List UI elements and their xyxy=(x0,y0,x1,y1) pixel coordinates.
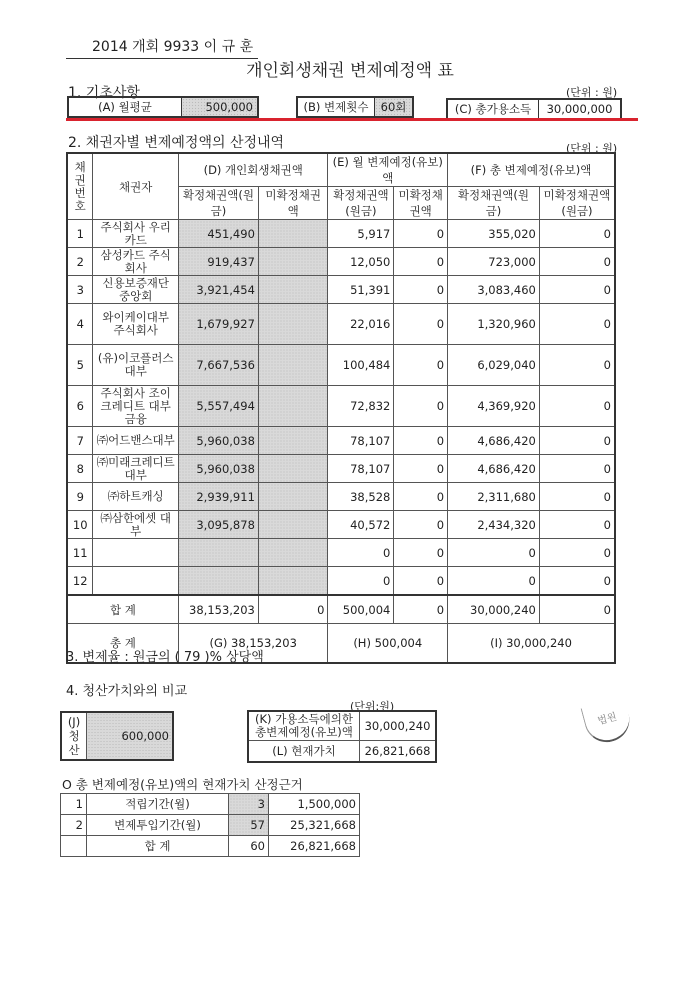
table-row xyxy=(67,567,615,596)
cell-e1: 78,107 xyxy=(328,455,394,483)
table-row xyxy=(67,304,615,345)
cell-d2 xyxy=(258,427,328,455)
cell-f1: 4,686,420 xyxy=(448,455,540,483)
section4-unit: (단위:원) xyxy=(350,700,395,713)
pv-no xyxy=(61,836,87,857)
cell-d1 xyxy=(178,539,258,567)
cell-e1: 22,016 xyxy=(328,304,394,345)
cell-d2 xyxy=(258,567,328,596)
cell-d1: 3,921,454 xyxy=(178,276,258,304)
cell-f2: 0 xyxy=(539,345,615,386)
B-value: 60회 xyxy=(375,98,412,116)
J-box xyxy=(60,711,174,761)
K-L-box xyxy=(247,710,437,763)
cell-f2: 0 xyxy=(539,511,615,539)
cell-e1: 78,107 xyxy=(328,427,394,455)
B-label: (B) 변제횟수 xyxy=(298,98,375,116)
cell-name: 신용보증재단 중앙회 xyxy=(93,276,179,304)
cell-name: ㈜어드밴스대부 xyxy=(93,427,179,455)
J-value: 600,000 xyxy=(87,712,174,760)
L-value: 26,821,668 xyxy=(360,741,437,763)
pv-months: 57 xyxy=(229,815,269,836)
cell-name: 삼성카드 주식회사 xyxy=(93,248,179,276)
pv-label: 적립기간(월) xyxy=(87,794,229,815)
pv-no: 1 xyxy=(61,794,87,815)
table-row xyxy=(67,427,615,455)
cell-no: 3 xyxy=(67,276,93,304)
cell-name: ㈜삼한에셋 대부 xyxy=(93,511,179,539)
pv-label: 합 계 xyxy=(87,836,229,857)
cell-f1: 723,000 xyxy=(448,248,540,276)
table-row xyxy=(67,539,615,567)
cell-f1: 0 xyxy=(448,567,540,596)
cell-e2: 0 xyxy=(394,276,448,304)
sum-e1: 500,004 xyxy=(328,595,394,624)
col-D2: 미확정채권액 xyxy=(258,187,328,220)
cell-e2: 0 xyxy=(394,248,448,276)
cell-d1 xyxy=(178,567,258,596)
section5-heading: O 총 변제예정(유보)액의 현재가치 산정근거 xyxy=(62,777,303,792)
C-label: (C) 총가용소득 xyxy=(448,100,539,118)
cell-f1: 0 xyxy=(448,539,540,567)
section2-heading: 2. 채권자별 변제예정액의 산정내역 xyxy=(68,135,285,151)
col-creditor: 채권자 xyxy=(93,153,179,220)
cell-d1: 5,960,038 xyxy=(178,455,258,483)
pv-months: 60 xyxy=(229,836,269,857)
sum-f2: 0 xyxy=(539,595,615,624)
cell-e2: 0 xyxy=(394,511,448,539)
cell-e2: 0 xyxy=(394,483,448,511)
col-E2: 미확정채권액 xyxy=(394,187,448,220)
cell-e1: 12,050 xyxy=(328,248,394,276)
document-title: 개인회생채권 변제예정액 표 xyxy=(246,61,454,81)
cell-e2: 0 xyxy=(394,220,448,248)
K-label: (K) 가용소득에의한 총변제예정(유보)액 xyxy=(248,711,360,741)
box-B xyxy=(296,96,414,118)
box-A xyxy=(67,96,259,118)
section4-heading: 4. 청산가치와의 비교 xyxy=(66,684,188,699)
cell-no: 4 xyxy=(67,304,93,345)
sum-label: 합 계 xyxy=(67,595,178,624)
sum-f1: 30,000,240 xyxy=(448,595,540,624)
col-E1: 확정채권액(원금) xyxy=(328,187,394,220)
col-F1: 확정채권액(원금) xyxy=(448,187,540,220)
table-row xyxy=(67,276,615,304)
total-G: (G) 38,153,203 xyxy=(178,624,328,664)
cell-d2 xyxy=(258,483,328,511)
box-C xyxy=(446,98,622,120)
cell-f1: 4,369,920 xyxy=(448,386,540,427)
cell-d1: 5,557,494 xyxy=(178,386,258,427)
cell-no: 1 xyxy=(67,220,93,248)
table-row xyxy=(67,248,615,276)
cell-d2 xyxy=(258,511,328,539)
cell-no: 8 xyxy=(67,455,93,483)
col-no: 채권번호 xyxy=(67,153,93,220)
cell-f2: 0 xyxy=(539,248,615,276)
cell-d2 xyxy=(258,345,328,386)
col-F2: 미확정채권액(원금) xyxy=(539,187,615,220)
cell-f1: 2,311,680 xyxy=(448,483,540,511)
cell-d2 xyxy=(258,539,328,567)
pv-label: 변제투입기간(월) xyxy=(87,815,229,836)
cell-d2 xyxy=(258,248,328,276)
section1-heading: 1. 기초사항 xyxy=(68,85,140,101)
cell-f1: 1,320,960 xyxy=(448,304,540,345)
sum-d2: 0 xyxy=(258,595,328,624)
col-D: (D) 개인회생채권액 xyxy=(178,153,328,187)
pv-row xyxy=(61,815,360,836)
sum-row xyxy=(67,595,615,624)
sum-d1: 38,153,203 xyxy=(178,595,258,624)
cell-name: (유)이코플러스 대부 xyxy=(93,345,179,386)
cell-d2 xyxy=(258,455,328,483)
cell-d1: 5,960,038 xyxy=(178,427,258,455)
table-row xyxy=(67,345,615,386)
cell-name: 와이케이대부 주식회사 xyxy=(93,304,179,345)
cell-e2: 0 xyxy=(394,455,448,483)
table-row xyxy=(67,386,615,427)
cell-d2 xyxy=(258,276,328,304)
cell-f2: 0 xyxy=(539,276,615,304)
total-label: 총 계 xyxy=(67,624,178,664)
cell-no: 6 xyxy=(67,386,93,427)
creditor-table xyxy=(66,152,616,664)
J-label: (J) 청 산 xyxy=(61,712,87,760)
cell-f1: 6,029,040 xyxy=(448,345,540,386)
pv-amount: 1,500,000 xyxy=(269,794,360,815)
cell-d2 xyxy=(258,304,328,345)
cell-d1: 3,095,878 xyxy=(178,511,258,539)
section1-unit: (단위 : 원) xyxy=(566,86,618,99)
cell-no: 5 xyxy=(67,345,93,386)
cell-name xyxy=(93,539,179,567)
cell-name: ㈜하트캐싱 xyxy=(93,483,179,511)
cell-no: 10 xyxy=(67,511,93,539)
L-label: (L) 현재가치 xyxy=(248,741,360,763)
cell-e1: 100,484 xyxy=(328,345,394,386)
A-value: 500,000 xyxy=(182,98,257,116)
cell-e2: 0 xyxy=(394,304,448,345)
sum-e2: 0 xyxy=(394,595,448,624)
cell-name: ㈜미래크레디트 대부 xyxy=(93,455,179,483)
cell-e2: 0 xyxy=(394,386,448,427)
cell-f2: 0 xyxy=(539,483,615,511)
case-name-line: 2014 개회 9933 이 규 훈 xyxy=(66,36,258,59)
cell-no: 9 xyxy=(67,483,93,511)
cell-e2: 0 xyxy=(394,345,448,386)
cell-name xyxy=(93,567,179,596)
cell-name: 주식회사 우리카드 xyxy=(93,220,179,248)
section2-unit: (단위 : 원) xyxy=(566,142,618,155)
cell-no: 7 xyxy=(67,427,93,455)
pv-amount: 25,321,668 xyxy=(269,815,360,836)
K-value: 30,000,240 xyxy=(360,711,437,741)
table-row xyxy=(67,483,615,511)
col-F: (F) 총 변제예정(유보)액 xyxy=(448,153,615,187)
cell-e1: 5,917 xyxy=(328,220,394,248)
total-I: (I) 30,000,240 xyxy=(448,624,615,664)
C-value: 30,000,000 xyxy=(546,102,613,116)
cell-f1: 2,434,320 xyxy=(448,511,540,539)
cell-name: 주식회사 조이크레디트 대부금융 xyxy=(93,386,179,427)
cell-d2 xyxy=(258,386,328,427)
cell-d1: 2,939,911 xyxy=(178,483,258,511)
cell-f2: 0 xyxy=(539,304,615,345)
cell-f2: 0 xyxy=(539,220,615,248)
A-label: (A) 월평균 xyxy=(69,98,182,116)
cell-e1: 0 xyxy=(328,539,394,567)
cell-e1: 38,528 xyxy=(328,483,394,511)
table-row xyxy=(67,511,615,539)
cell-no: 2 xyxy=(67,248,93,276)
red-divider xyxy=(66,118,638,121)
cell-e2: 0 xyxy=(394,567,448,596)
cell-d1: 1,679,927 xyxy=(178,304,258,345)
present-value-table xyxy=(60,793,360,857)
table-row xyxy=(67,220,615,248)
col-E: (E) 월 변제예정(유보)액 xyxy=(328,153,448,187)
pv-row xyxy=(61,836,360,857)
cell-e1: 72,832 xyxy=(328,386,394,427)
cell-d1: 7,667,536 xyxy=(178,345,258,386)
col-D1: 확정채권액(원금) xyxy=(178,187,258,220)
table-row xyxy=(67,455,615,483)
cell-f2: 0 xyxy=(539,455,615,483)
cell-d1: 919,437 xyxy=(178,248,258,276)
cell-f1: 355,020 xyxy=(448,220,540,248)
cell-e1: 40,572 xyxy=(328,511,394,539)
cell-e2: 0 xyxy=(394,427,448,455)
court-stamp: 법원 xyxy=(581,697,635,747)
pv-amount: 26,821,668 xyxy=(269,836,360,857)
cell-e1: 51,391 xyxy=(328,276,394,304)
section3-text: 3. 변제율 : 원금의 ( 79 )% 상당액 xyxy=(66,650,264,665)
cell-f2: 0 xyxy=(539,386,615,427)
cell-no: 12 xyxy=(67,567,93,596)
cell-d1: 451,490 xyxy=(178,220,258,248)
total-H: (H) 500,004 xyxy=(328,624,448,664)
cell-f2: 0 xyxy=(539,567,615,596)
pv-months: 3 xyxy=(229,794,269,815)
pv-no: 2 xyxy=(61,815,87,836)
cell-no: 11 xyxy=(67,539,93,567)
cell-d2 xyxy=(258,220,328,248)
cell-f1: 3,083,460 xyxy=(448,276,540,304)
cell-e2: 0 xyxy=(394,539,448,567)
cell-f2: 0 xyxy=(539,427,615,455)
cell-f1: 4,686,420 xyxy=(448,427,540,455)
pv-row xyxy=(61,794,360,815)
cell-e1: 0 xyxy=(328,567,394,596)
cell-f2: 0 xyxy=(539,539,615,567)
